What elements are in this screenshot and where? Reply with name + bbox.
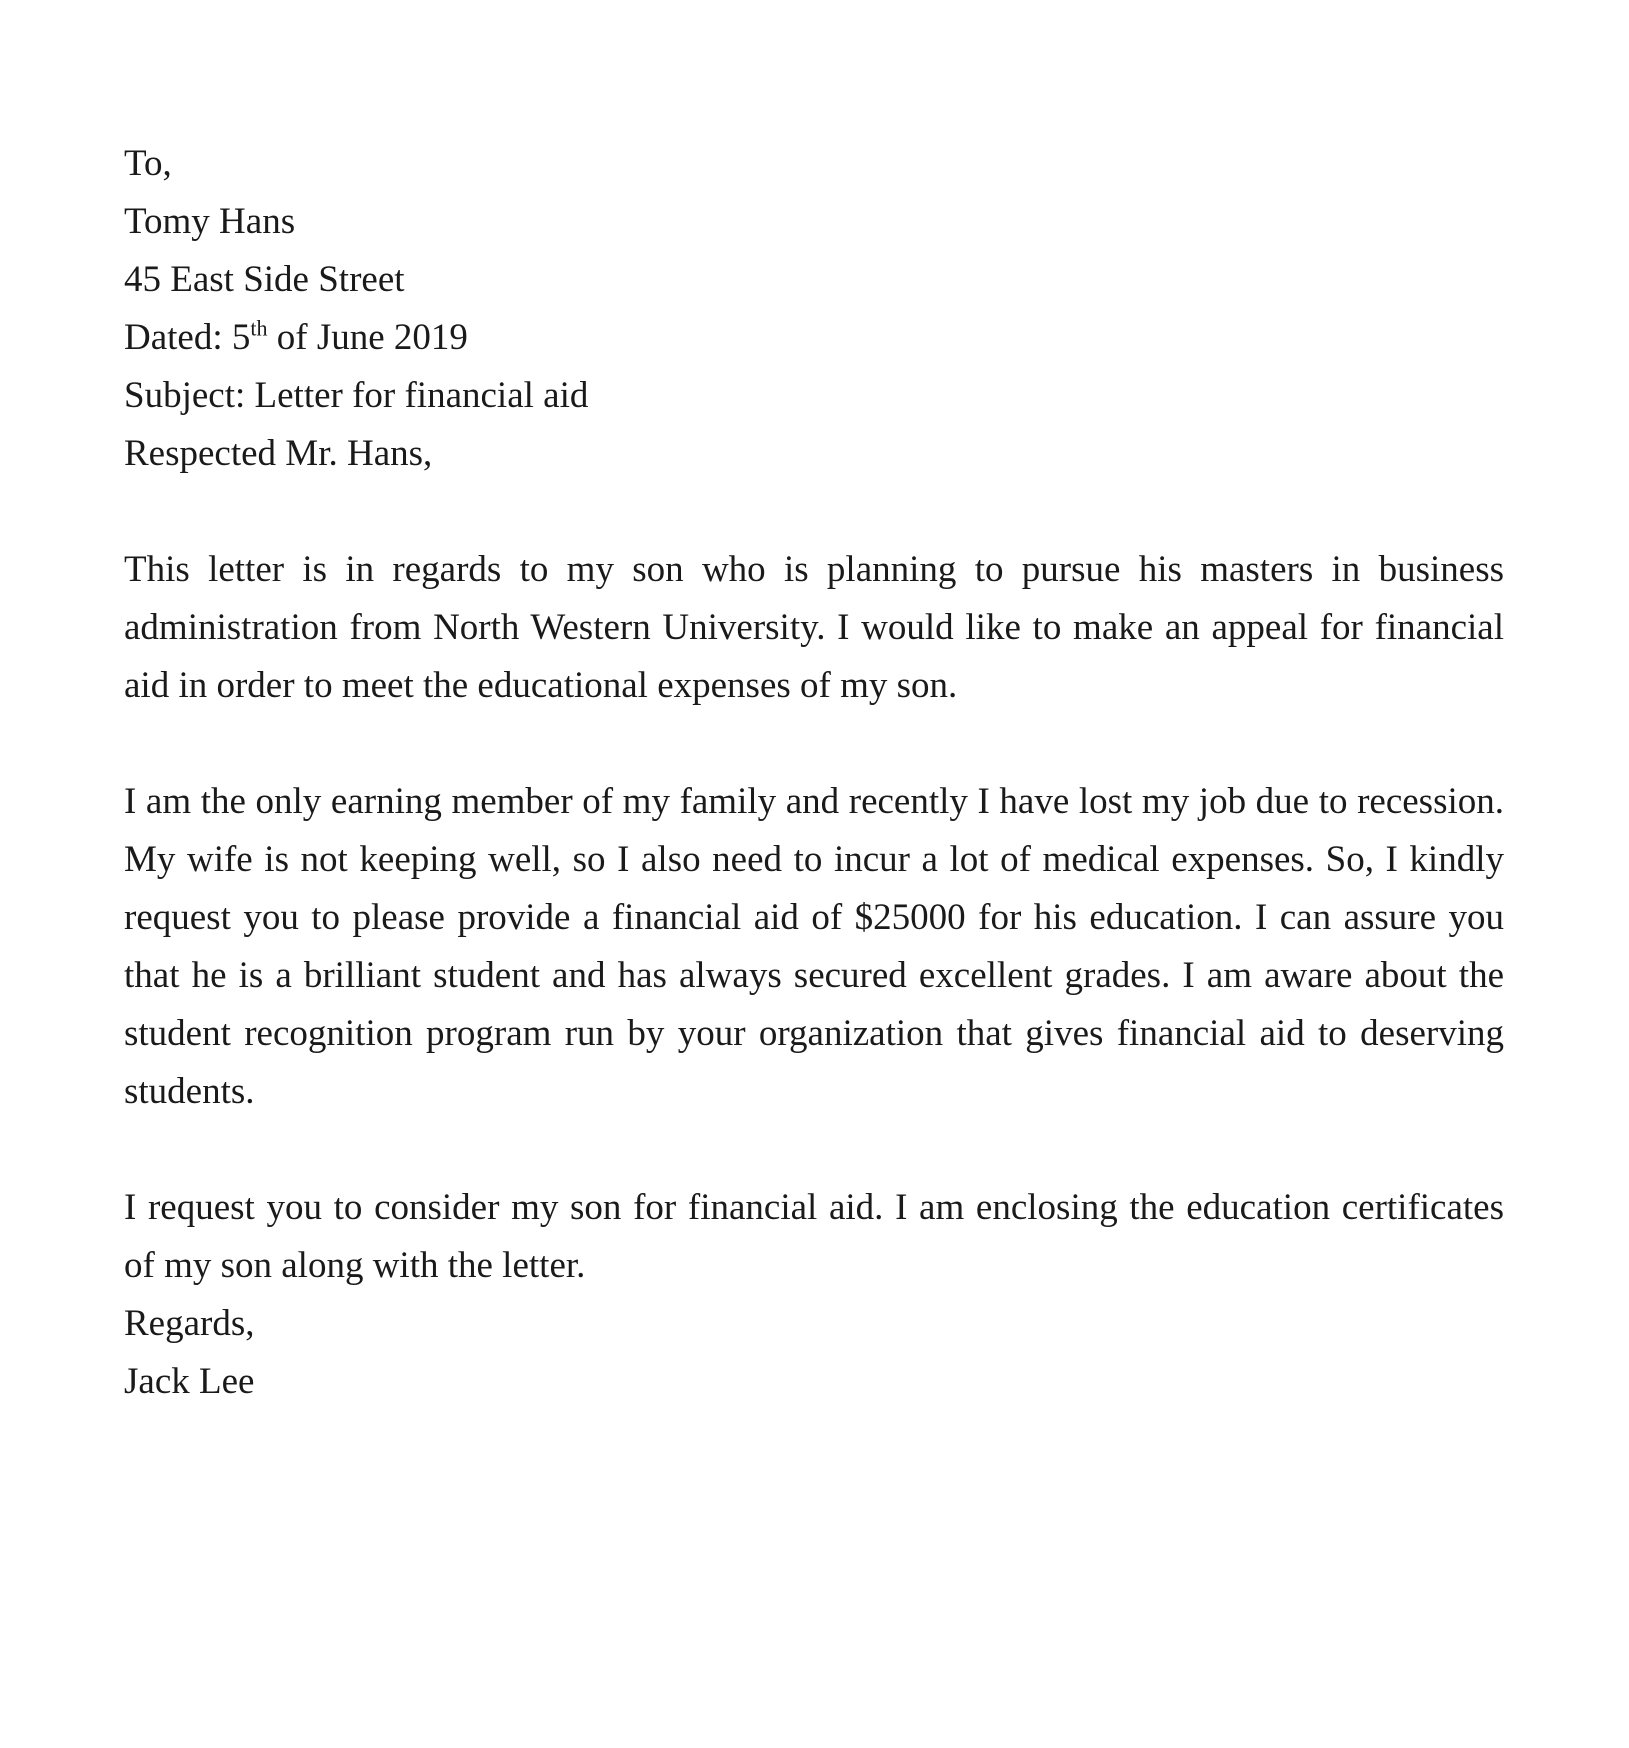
body-paragraph-1: This letter is in regards to my son who is planning to pursue his masters in business administration from North Western University. I would like to make an appeal for financial aid in order to meet the educational expenses of my son. — [124, 549, 1504, 706]
body-paragraph-2: I am the only earning member of my family and recently I have lost my job due to recession. My wife is not keeping well, so I also need to incur a lot of medical expenses. So, I kindly request you to please provide a financial aid of $25000 for his education. I can assure you that he is a brilliant student and has always secured excellent grades. I am aware about the student recognition program run by your organization that gives financial aid to deserving students. — [124, 781, 1504, 1112]
recipient-address: 45 East Side Street — [124, 259, 405, 300]
date-suffix: of June 2019 — [267, 317, 468, 358]
letter-date — [124, 309, 1504, 367]
letter-closing: Regards, — [124, 1303, 255, 1344]
letter-greeting: Respected Mr. Hans, — [124, 433, 433, 474]
spacer — [124, 1121, 1504, 1179]
date-superscript: th — [250, 315, 268, 341]
spacer — [124, 483, 1504, 541]
spacer — [124, 715, 1504, 773]
recipient-name: Tomy Hans — [124, 201, 296, 242]
salutation-to: To, — [124, 143, 172, 184]
letter-subject: Subject: Letter for financial aid — [124, 375, 589, 416]
letter-signature: Jack Lee — [124, 1361, 255, 1402]
letter-page — [124, 135, 1504, 1411]
body-paragraph-3: I request you to consider my son for financial aid. I am enclosing the education certificates of my son along with the letter. — [124, 1187, 1504, 1286]
date-prefix: Dated: 5 — [124, 317, 251, 358]
